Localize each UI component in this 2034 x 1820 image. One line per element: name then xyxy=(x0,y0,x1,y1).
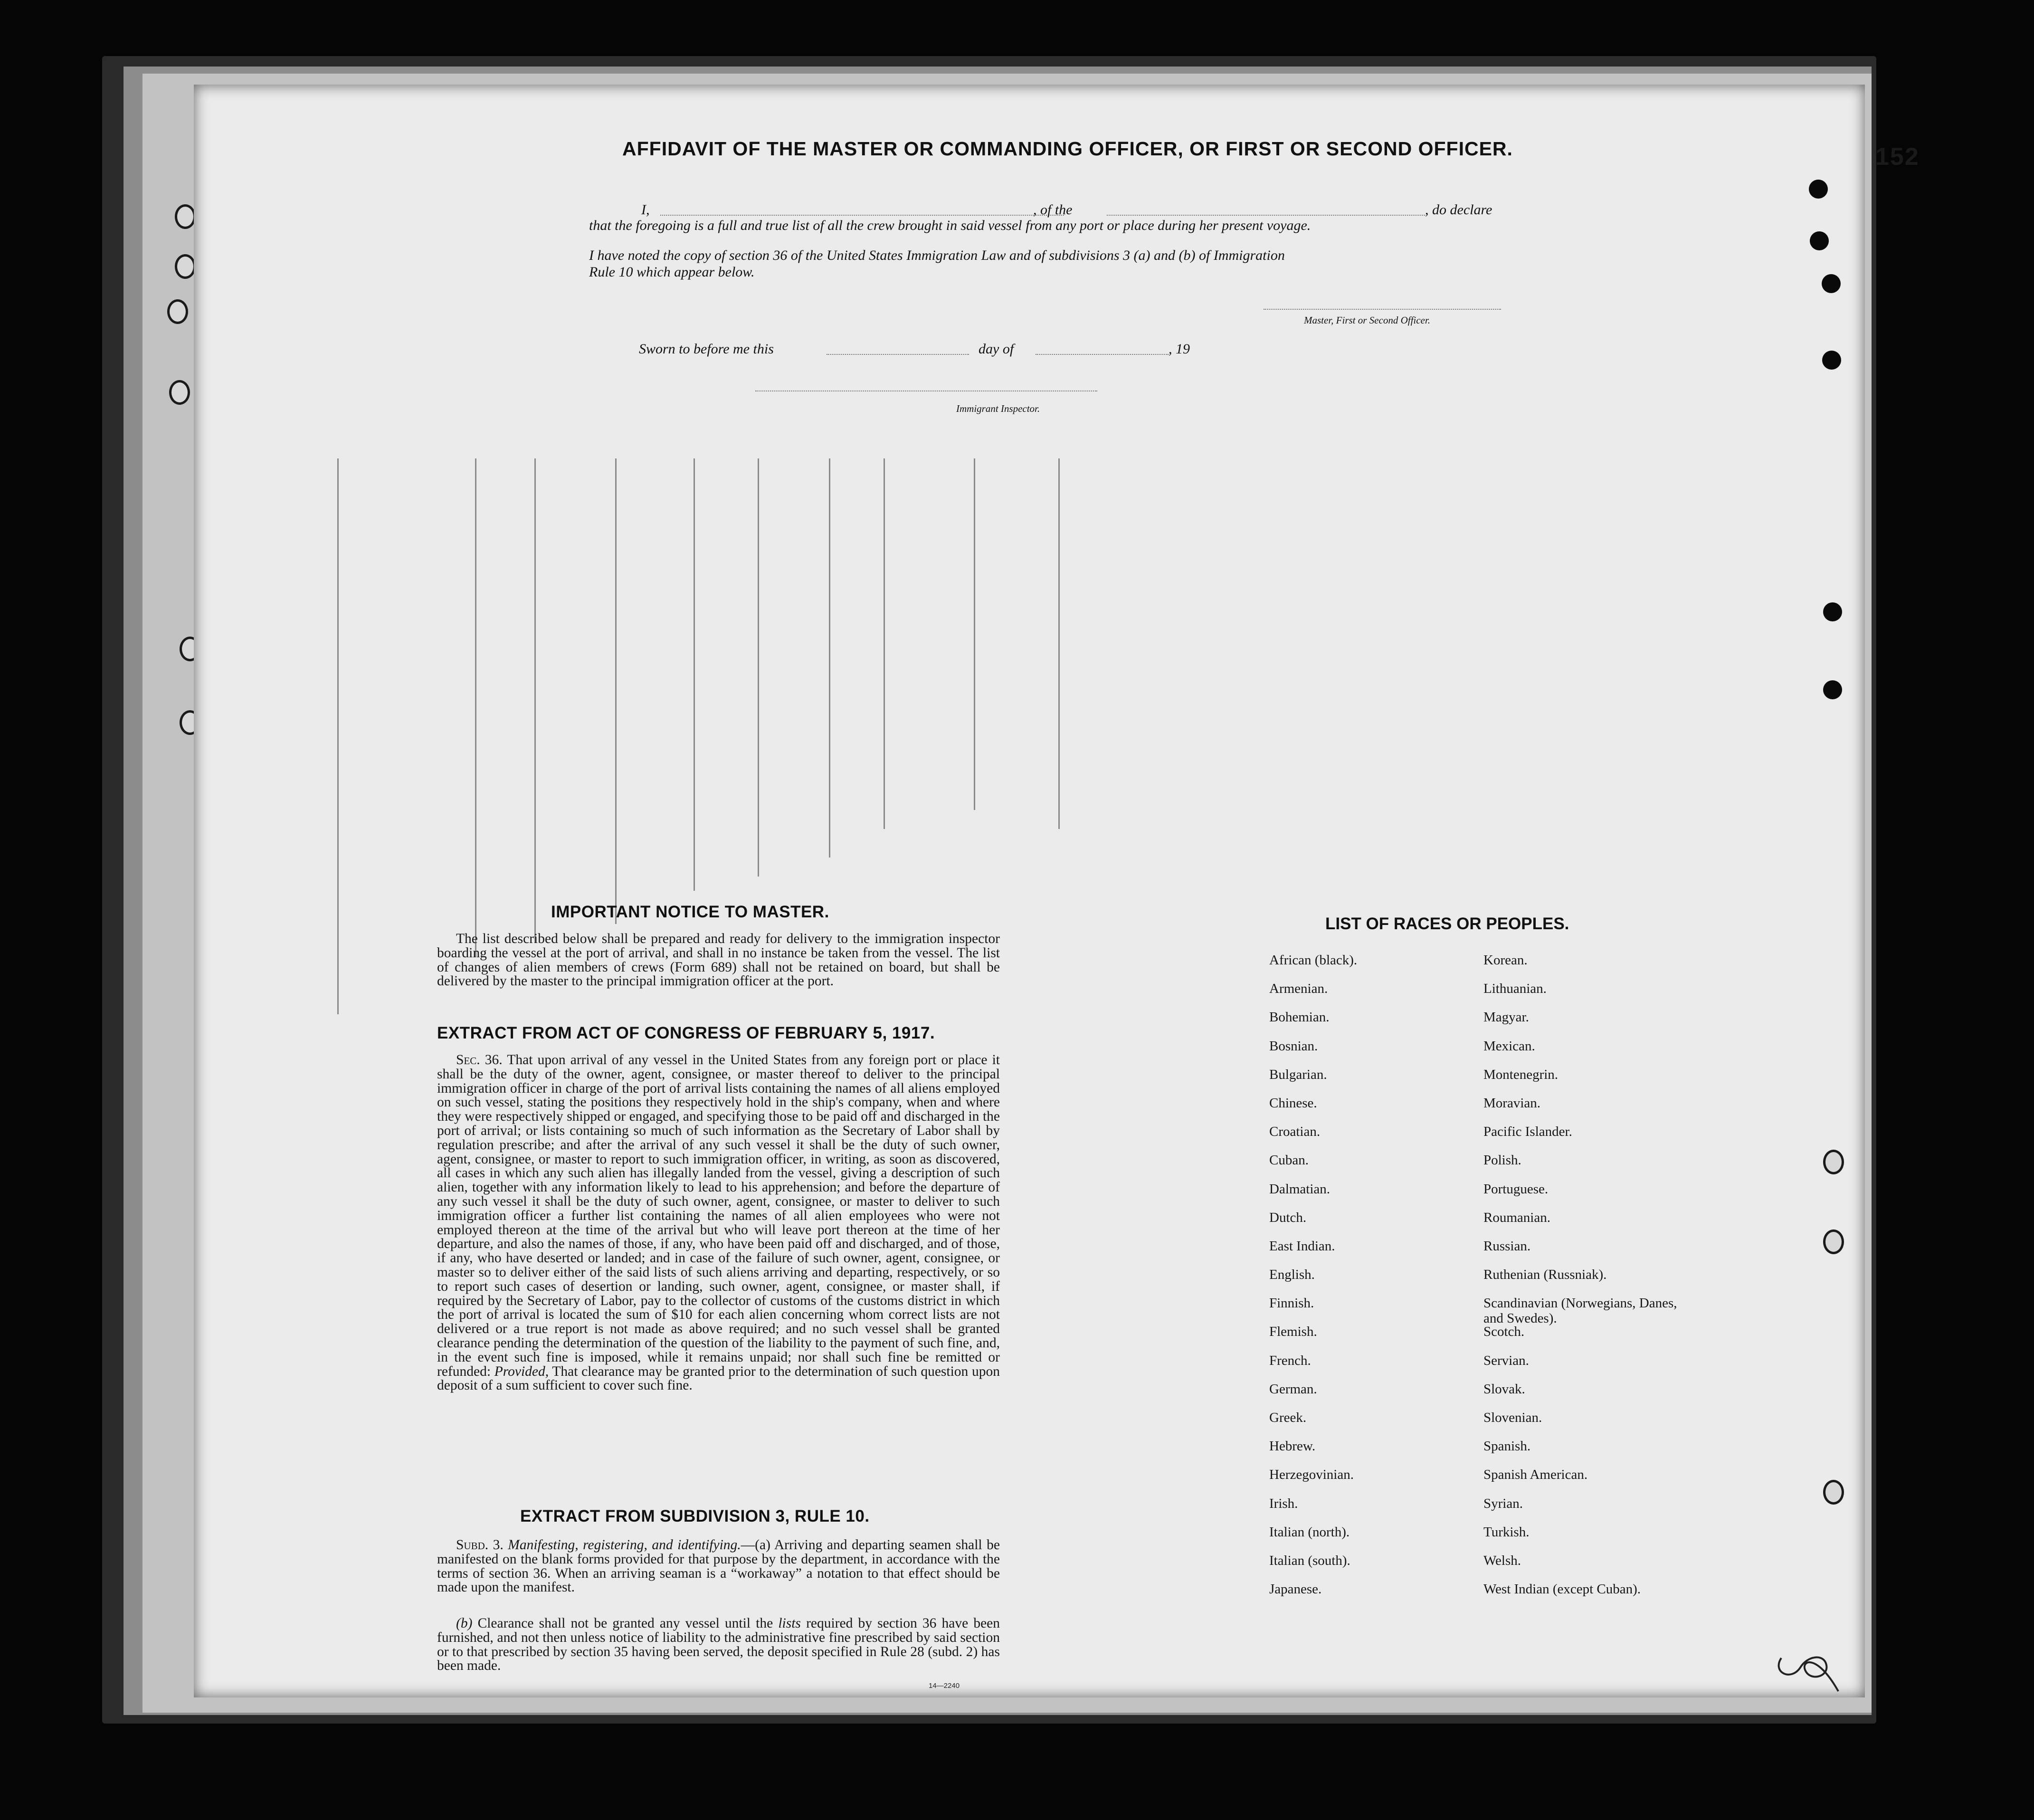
race-item: French. xyxy=(1269,1353,1311,1368)
race-item: Bohemian. xyxy=(1269,1010,1330,1025)
name-blank[interactable] xyxy=(660,215,1064,216)
race-item: Lithuanian. xyxy=(1483,981,1547,997)
notice-text: The list described below shall be prepared and ready for delivery to the immigration inspector boarding the vessel at the port of arrival, and shall in no instance be taken from the vessel. The list of changes of alien members of crews (Form 689) shall not be retained on board, but shall be delivered by the master to the principal immigration officer at the port. xyxy=(437,931,1000,989)
punch-hole-icon xyxy=(1822,351,1841,370)
binder-hole-icon xyxy=(167,299,188,324)
race-item: Korean. xyxy=(1483,953,1528,968)
race-item: Spanish American. xyxy=(1483,1467,1588,1483)
race-item: Herzegovinian. xyxy=(1269,1467,1354,1483)
column-rule xyxy=(534,458,536,943)
act-heading: EXTRACT FROM ACT OF CONGRESS OF FEBRUARY 5, 1917. xyxy=(437,1024,935,1042)
punch-hole-icon xyxy=(1823,1229,1844,1254)
race-item: Welsh. xyxy=(1483,1553,1521,1568)
year-text: , 19 xyxy=(1169,341,1190,357)
punch-hole-icon xyxy=(1809,180,1828,199)
race-item: Hebrew. xyxy=(1269,1439,1316,1454)
race-item: Finnish. xyxy=(1269,1296,1314,1311)
race-item: Syrian. xyxy=(1483,1496,1523,1511)
race-item: Slovak. xyxy=(1483,1381,1525,1397)
subd-b-lists: lists xyxy=(778,1616,801,1631)
races-left-column xyxy=(1269,953,1357,1610)
race-item: West Indian (except Cuban). xyxy=(1483,1582,1641,1597)
column-rule xyxy=(829,458,830,858)
sworn-text: Sworn to before me this xyxy=(639,341,774,357)
punch-hole-icon xyxy=(1823,680,1842,699)
affidavit-of-the: , of the xyxy=(1033,202,1073,218)
act-body: That upon arrival of any vessel in the United States from any foreign port or place it shall be the duty of the owner, agent, consignee, or master thereof to deliver to the principal immigration officer in charge of the port of arrival lists containing the names of all aliens employed on such vessel, stating the positions they respectively hold in the ship's company, when and where they were respectively shipped or engaged, and specifying those to be paid off and discharged in the port of arrival; or lists containing so much of such information as the Secretary of Labor shall by regulation prescribe; and after the arrival of any such vessel it shall be the duty of such owner, agent, consignee, or master to report to such immigration officer, in writing, as soon as discovered, all cases in which any such alien has illegally landed from the vessel, giving a description of such alien, together with any information likely to lead to his apprehension; and before the departure of any such vessel it shall be the duty of such owner, agent, consignee, or master to deliver to such immigration officer a further list containing the names of all alien employees who were not employed thereon at the time of the arrival but who will leave port thereon at the time of her departure, and also the names of those, if any, who have been paid off and discharged, and of those, if any, who have deserted or landed; and in case of the failure of such owner, agent, consignee, or master so to deliver either of the said lists of such aliens arriving and departing, respectively, or so to report such cases of desertion or landing, such owner, agent, consignee, or master shall, if required by the Secretary of Labor, pay to the collector of customs of the customs district in which the port of arrival is located the sum of $10 for each alien concerning whom correct lists are not delivered or a true report is not made as above required; and no such vessel shall be granted clearance pending the determination of the question of the liability to the payment of such fine, and, in the event such fine is imposed, while it remains unpaid; nor shall such fine be remitted or refunded: xyxy=(437,1052,1000,1379)
race-item: Armenian. xyxy=(1269,981,1328,997)
subd-a-marker: —(a) xyxy=(741,1537,770,1553)
binder-hole-icon xyxy=(175,254,196,279)
subd-title: Manifesting, registering, and identifying. xyxy=(508,1537,741,1553)
punch-hole-icon xyxy=(1823,602,1842,621)
rule-subd-b xyxy=(437,1617,1000,1673)
sworn-month-blank[interactable] xyxy=(1036,354,1169,355)
column-rule xyxy=(694,458,695,891)
affidavit-line-4: Rule 10 which appear below. xyxy=(589,264,755,280)
race-item: Roumanian. xyxy=(1483,1210,1550,1225)
column-rule xyxy=(758,458,759,877)
race-item: Mexican. xyxy=(1483,1038,1535,1054)
column-rule xyxy=(884,458,885,829)
races-right-column xyxy=(1483,953,1683,1610)
punch-hole-icon xyxy=(1823,1480,1844,1505)
race-item: Irish. xyxy=(1269,1496,1298,1511)
race-item: East Indian. xyxy=(1269,1238,1335,1254)
race-item: Pacific Islander. xyxy=(1483,1124,1572,1140)
race-item: Croatian. xyxy=(1269,1124,1321,1140)
race-item: Moravian. xyxy=(1483,1095,1540,1111)
race-item: Bulgarian. xyxy=(1269,1067,1327,1082)
section-label: Sec. 36. xyxy=(456,1052,503,1067)
race-item: Dutch. xyxy=(1269,1210,1307,1225)
race-item: Portuguese. xyxy=(1483,1181,1549,1197)
race-item: Scandinavian (Norwegians, Danes, and Swedes). xyxy=(1483,1296,1677,1326)
column-rule xyxy=(1058,458,1060,829)
sworn-day-blank[interactable] xyxy=(827,354,969,355)
affidavit-declare: , do declare xyxy=(1425,202,1492,218)
punch-hole-icon xyxy=(1823,1150,1844,1174)
race-item: Scotch. xyxy=(1483,1324,1525,1340)
race-item: English. xyxy=(1269,1267,1315,1283)
rule-heading: EXTRACT FROM SUBDIVISION 3, RULE 10. xyxy=(520,1507,870,1525)
races-heading: LIST OF RACES OR PEOPLES. xyxy=(1325,915,1569,933)
race-item: Polish. xyxy=(1483,1153,1521,1168)
affidavit-line-3: I have noted the copy of section 36 of the United States Immigration Law and of subdivisions 3 (a) and (b) of Immigration xyxy=(589,248,1285,263)
race-item: Japanese. xyxy=(1269,1582,1322,1597)
race-item: German. xyxy=(1269,1381,1317,1397)
race-item: Dalmatian. xyxy=(1269,1181,1331,1197)
binder-hole-icon xyxy=(169,380,190,405)
race-item: Servian. xyxy=(1483,1353,1529,1368)
notice-heading: IMPORTANT NOTICE TO MASTER. xyxy=(551,903,829,921)
subd-b-text-1: Clearance shall not be granted any vessel until the xyxy=(477,1616,773,1631)
race-item: African (black). xyxy=(1269,953,1358,968)
race-item: Russian. xyxy=(1483,1238,1531,1254)
column-rule xyxy=(337,458,339,1014)
handwritten-mark-icon xyxy=(1772,1644,1848,1696)
race-item: Chinese. xyxy=(1269,1095,1317,1111)
race-item: Montenegrin. xyxy=(1483,1067,1559,1082)
subd-b-marker: (b) xyxy=(456,1616,473,1631)
affidavit-line-2: that the foregoing is a full and true list of all the crew brought in said vessel from any port or place during her present voyage. xyxy=(589,218,1311,233)
punch-hole-icon xyxy=(1822,274,1841,293)
column-rule xyxy=(974,458,975,810)
inspector-caption: Immigrant Inspector. xyxy=(956,403,1040,414)
rule-subd-a xyxy=(437,1538,1000,1595)
race-item: Flemish. xyxy=(1269,1324,1317,1340)
race-item: Bosnian. xyxy=(1269,1038,1318,1054)
race-item: Turkish. xyxy=(1483,1524,1530,1540)
race-item: Ruthenian (Russniak). xyxy=(1483,1267,1607,1283)
provided-label: Provided, xyxy=(494,1363,549,1379)
punch-hole-icon xyxy=(1810,231,1829,250)
day-of-text: day of xyxy=(979,341,1014,357)
race-item: Magyar. xyxy=(1483,1010,1529,1025)
master-caption: Master, First or Second Officer. xyxy=(1304,314,1430,326)
vessel-blank[interactable] xyxy=(1107,215,1425,216)
race-item: Spanish. xyxy=(1483,1439,1531,1454)
act-body-end: That clearance may be granted prior to the determination of such question upon deposit of a sum sufficient to cover such fine. xyxy=(437,1363,1000,1393)
subd-label: Subd. 3. xyxy=(456,1537,504,1553)
subd-a-text: Arriving and departing seamen shall be manifested on the blank forms provided for that purpose by the department, in accordance with the terms of section 36. When an arriving seaman is a “workaway” a notation to that effect should be made upon the manifest. xyxy=(437,1537,1000,1595)
race-item: Slovenian. xyxy=(1483,1410,1542,1425)
page-number: 152 xyxy=(1875,143,1920,171)
column-rule xyxy=(475,458,476,957)
act-text xyxy=(437,1053,1000,1393)
race-item: Italian (south). xyxy=(1269,1553,1350,1568)
affidavit-title: AFFIDAVIT OF THE MASTER OR COMMANDING OFFICER, OR FIRST OR SECOND OFFICER. xyxy=(622,138,1513,160)
form-number: 14—2240 xyxy=(929,1682,960,1690)
affidavit-i: I, xyxy=(641,202,650,218)
column-rule xyxy=(615,458,617,924)
race-item: Cuban. xyxy=(1269,1153,1309,1168)
subd-b-text-2: required by section 36 have been furnished, and not then unless notice of liability to the administrative fine prescribed by said section or to that prescribed by section 35 having been served, the deposit specified in Rule 28 (subd. 2) has been made. xyxy=(437,1616,1000,1674)
race-item: Italian (north). xyxy=(1269,1524,1350,1540)
master-signature-line[interactable] xyxy=(1264,309,1501,310)
binder-hole-icon xyxy=(175,204,196,229)
race-item: Greek. xyxy=(1269,1410,1307,1425)
